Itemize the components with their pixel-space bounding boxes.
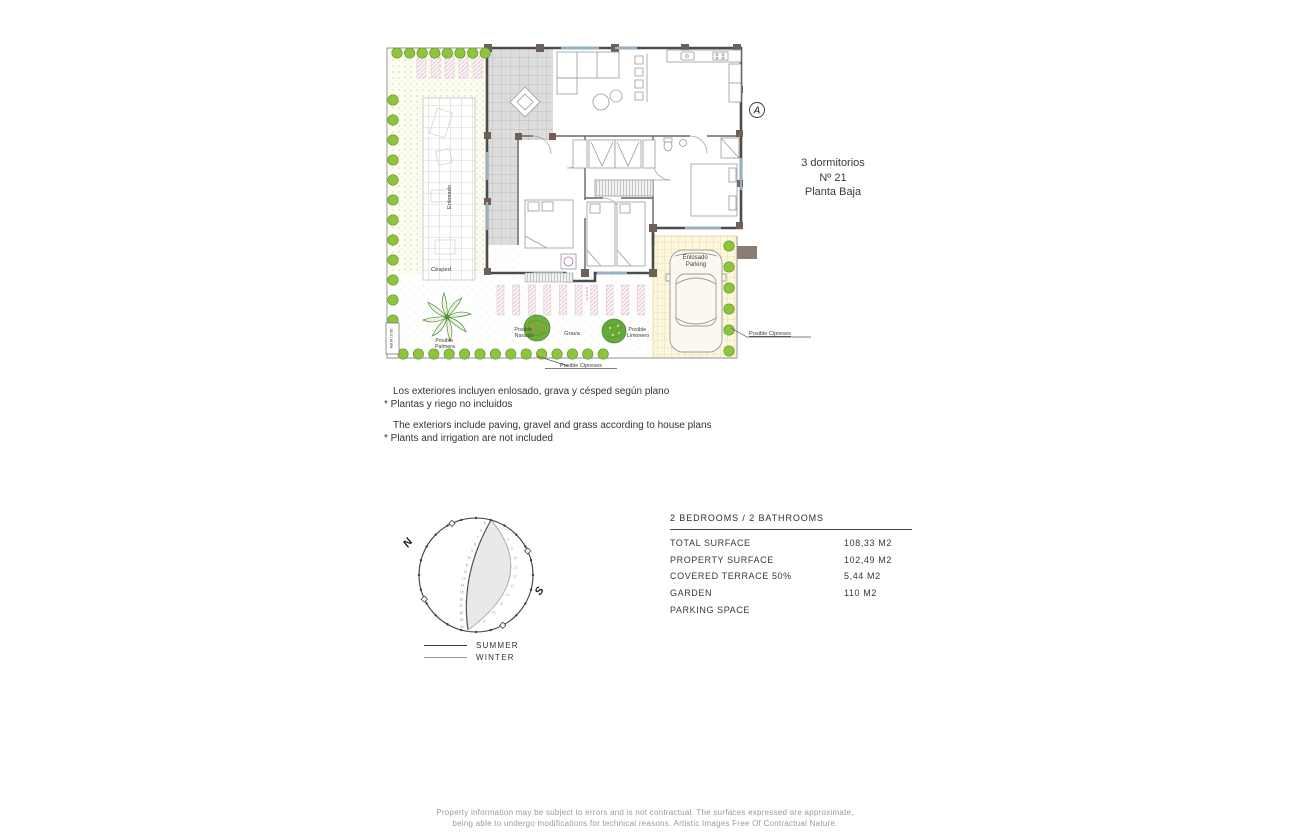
svg-text:18: 18 (459, 611, 463, 616)
cypress-icon (388, 155, 398, 165)
row-value: 5,44 M2 (844, 571, 881, 582)
cypress-icon (583, 349, 593, 359)
note-en-2: * Plants and irrigation are not included (384, 432, 553, 444)
cypress-icon (388, 115, 398, 125)
unit-floor: Planta Baja (804, 186, 862, 198)
note-es-1: Los exteriores incluyen enlosado, grava y césped según plano (393, 386, 670, 397)
cypress-icon (475, 349, 485, 359)
cypress-icon (430, 48, 440, 58)
row-label: PROPERTY SURFACE (670, 554, 774, 565)
svg-text:9: 9 (471, 549, 474, 554)
label-cipreses-right: Posible Cipreses (749, 331, 791, 337)
footer-line-2: being able to undergo modifications for technical reasons. Artistic Images Free Of Contractual Nature. (452, 818, 838, 828)
row-label: GARDEN (670, 588, 713, 599)
label-cipreses-bottom: Posible Cipreses (560, 363, 602, 369)
cypress-icon (388, 255, 398, 265)
svg-text:20: 20 (460, 624, 464, 629)
unit-bedrooms: 3 dormitorios (801, 157, 865, 169)
svg-text:10: 10 (467, 556, 471, 561)
svg-text:9: 9 (511, 546, 513, 551)
cypress-icon (506, 349, 516, 359)
cypress-icon (459, 349, 469, 359)
svg-text:11: 11 (465, 562, 469, 567)
svg-text:A: A (753, 105, 761, 117)
surfaces-table (670, 513, 912, 618)
table-row (670, 568, 912, 585)
cypress-icon (724, 283, 734, 293)
svg-text:10: 10 (513, 556, 517, 561)
exterior-notes (384, 386, 712, 454)
svg-text:19: 19 (459, 617, 464, 622)
cypress-icon (598, 349, 608, 359)
cypress-icon (388, 175, 398, 185)
unit-number: Nº 21 (819, 171, 847, 184)
legend-winter: WINTER (476, 652, 515, 662)
label-parking: Enlosado Parking (682, 255, 708, 268)
svg-text:11: 11 (514, 565, 518, 570)
cypress-icon (404, 48, 414, 58)
cypress-icon (388, 275, 398, 285)
svg-text:16: 16 (491, 610, 496, 615)
cypress-icon (388, 95, 398, 105)
winter-line-icon (424, 657, 467, 658)
cypress-icon (455, 48, 465, 58)
cypress-icon (724, 325, 734, 335)
cypress-icon (444, 349, 454, 359)
floor-plan-svg (385, 40, 815, 380)
cypress-icon (442, 48, 452, 58)
footer-line-1: Property information may be subject to errors and is not contractual. The surfaces expressed are approximate, (436, 808, 854, 817)
label-cesped: Césped (431, 267, 451, 273)
cypress-icon (413, 349, 423, 359)
label-enlosado: Enlosado (447, 184, 453, 210)
svg-text:17: 17 (482, 619, 486, 624)
cypress-icon (388, 135, 398, 145)
summer-line-icon (424, 645, 467, 646)
table-row (670, 585, 912, 602)
row-value: 110 M2 (844, 588, 877, 599)
svg-text:13: 13 (461, 576, 466, 581)
svg-text:14: 14 (460, 583, 465, 588)
svg-text:7: 7 (476, 535, 479, 540)
north-label: N (400, 536, 416, 550)
label-palmera: Posible Palmera (434, 338, 456, 351)
cypress-icon (388, 235, 398, 245)
cypress-icon (724, 241, 734, 251)
svg-text:12: 12 (512, 574, 517, 579)
cypress-icon (392, 48, 402, 58)
table-row (670, 535, 912, 552)
boundary-wall-block (737, 246, 757, 259)
svg-text:14: 14 (505, 592, 510, 597)
label-agua: AGUA 16 UD (389, 328, 394, 349)
sun-legend (424, 639, 519, 663)
svg-text:15: 15 (459, 590, 464, 595)
cypress-icon (490, 349, 500, 359)
note-en-1: The exteriors include paving, gravel and grass according to house plans (393, 420, 712, 431)
svg-text:12: 12 (463, 569, 467, 574)
svg-text:7: 7 (501, 527, 504, 532)
sun-path-svg (388, 498, 568, 643)
svg-text:17: 17 (459, 604, 463, 609)
row-label: TOTAL SURFACE (670, 538, 751, 549)
cypress-icon (567, 349, 577, 359)
svg-text:8: 8 (473, 542, 476, 547)
note-es-2: * Plantas y riego no incluidos (384, 398, 513, 410)
label-naranjo: Posible Naranjo (514, 327, 534, 340)
footer-disclaimer (0, 808, 1290, 829)
svg-text:5: 5 (483, 521, 486, 526)
row-label: PARKING SPACE (670, 604, 750, 615)
row-value (844, 605, 912, 615)
cypress-icon (467, 48, 477, 58)
sun-path-diagram (388, 498, 568, 638)
cypress-icon (724, 262, 734, 272)
cypress-icon (429, 349, 439, 359)
row-value: 108,33 M2 (844, 538, 892, 549)
legend-summer: SUMMER (476, 640, 519, 650)
svg-text:13: 13 (510, 583, 514, 588)
floor-plan (385, 40, 815, 380)
cypress-icon (724, 304, 734, 314)
svg-text:15: 15 (499, 601, 504, 606)
row-label: COVERED TERRACE 50% (670, 571, 792, 582)
cypress-icon (388, 295, 398, 305)
cypress-icon (480, 48, 490, 58)
unit-info (770, 156, 896, 200)
svg-text:16: 16 (459, 597, 463, 602)
lemon-tree-icon (602, 319, 626, 343)
table-row (670, 552, 912, 569)
cypress-icon (417, 48, 427, 58)
svg-text:8: 8 (507, 537, 509, 542)
south-label: S (532, 584, 547, 598)
cypress-icon (521, 349, 531, 359)
table-header: 2 BEDROOMS / 2 BATHROOMS (670, 513, 912, 530)
cypress-icon (388, 215, 398, 225)
table-row (670, 601, 912, 618)
svg-text:6: 6 (480, 528, 482, 533)
cypress-icon (552, 349, 562, 359)
water-meter-box (386, 323, 399, 354)
label-limonero: Posible Limonero (626, 327, 650, 340)
sun-shaded-band (466, 520, 510, 630)
row-value: 102,49 M2 (844, 554, 892, 565)
cypress-icon (724, 346, 734, 356)
label-grava: Grava (564, 331, 580, 337)
cypress-icon (388, 195, 398, 205)
section-marker-a (750, 103, 765, 118)
cypress-icon (398, 349, 408, 359)
